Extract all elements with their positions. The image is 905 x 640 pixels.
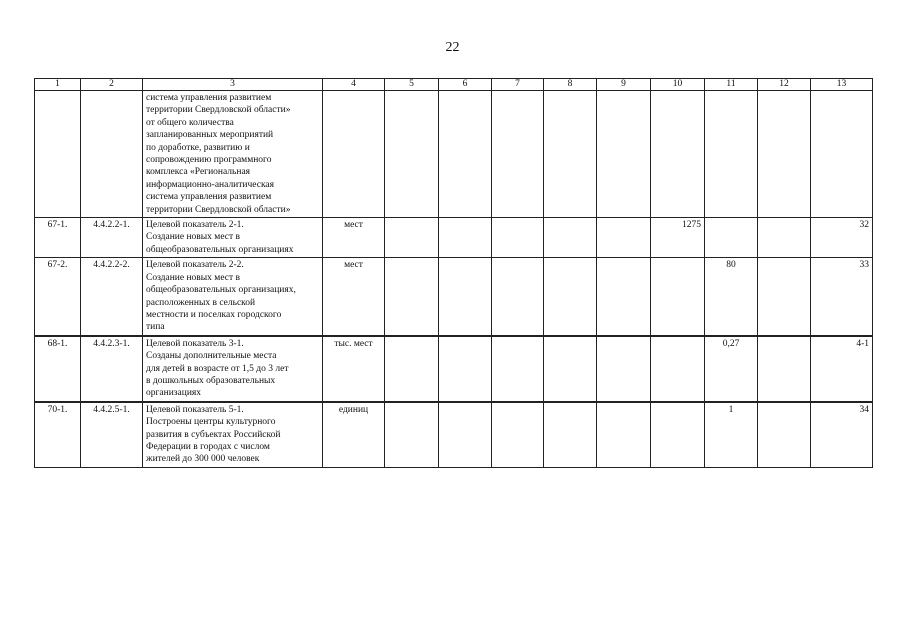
table-row xyxy=(35,402,873,468)
description-cell xyxy=(143,258,323,336)
column-header: 12 xyxy=(758,79,811,91)
description-line: от общего количества xyxy=(146,117,234,128)
description-line: по доработке, развитию и xyxy=(146,142,250,153)
description-line: Создание новых мест в xyxy=(146,272,240,283)
row-number-cell: 68-1. xyxy=(35,336,81,402)
value-cell-10: 1275 xyxy=(651,218,705,258)
value-cell-11 xyxy=(705,91,758,218)
description-line: Построены центры культурного xyxy=(146,417,276,428)
description-line: развития в субъектах Российской xyxy=(146,429,281,440)
table-row xyxy=(35,336,873,402)
value-cell-11: 0,27 xyxy=(705,336,758,402)
header-row xyxy=(35,79,873,91)
empty-cell xyxy=(544,218,597,258)
empty-cell xyxy=(385,402,439,468)
description-cell xyxy=(143,402,323,468)
description-line: комплекса «Региональная xyxy=(146,167,251,178)
table-row xyxy=(35,258,873,336)
empty-cell xyxy=(544,402,597,468)
empty-cell xyxy=(758,91,811,218)
description-cell xyxy=(143,91,323,218)
code-cell: 4.4.2.2-1. xyxy=(81,218,143,258)
empty-cell xyxy=(385,336,439,402)
description-line: Целевой показатель 5-1. xyxy=(146,404,244,415)
empty-cell xyxy=(758,402,811,468)
unit-cell: мест xyxy=(323,258,385,336)
unit-cell xyxy=(323,91,385,218)
description-line: система управления развитием xyxy=(146,93,272,103)
table-row xyxy=(35,218,873,258)
value-cell-10 xyxy=(651,258,705,336)
empty-cell xyxy=(492,218,544,258)
description-line: местности и поселках городского xyxy=(146,309,282,320)
description-line: система управления развитием xyxy=(146,192,272,203)
empty-cell xyxy=(439,336,492,402)
column-header: 11 xyxy=(705,79,758,91)
empty-cell xyxy=(758,258,811,336)
description-line: жителей до 300 000 человек xyxy=(146,454,260,465)
column-header: 4 xyxy=(323,79,385,91)
description-line: организациях xyxy=(146,388,202,399)
value-cell-11: 80 xyxy=(705,258,758,336)
empty-cell xyxy=(439,91,492,218)
description-line: для детей в возрасте от 1,5 до 3 лет xyxy=(146,363,289,374)
code-cell: 4.4.2.3-1. xyxy=(81,336,143,402)
row-number-cell xyxy=(35,91,81,218)
description-line: расположенных в сельской xyxy=(146,297,256,308)
row-number-cell: 67-1. xyxy=(35,218,81,258)
description-line: общеобразовательных организациях xyxy=(146,244,294,255)
document-table xyxy=(34,78,873,468)
column-header: 2 xyxy=(81,79,143,91)
empty-cell xyxy=(544,258,597,336)
description-line: Целевой показатель 3-1. xyxy=(146,338,244,349)
value-cell-10 xyxy=(651,336,705,402)
description-line: территории Свердловской области» xyxy=(146,204,291,215)
code-cell: 4.4.2.5-1. xyxy=(81,402,143,468)
empty-cell xyxy=(492,258,544,336)
empty-cell xyxy=(439,218,492,258)
row-number-cell: 67-2. xyxy=(35,258,81,336)
value-cell-13: 34 xyxy=(811,402,873,468)
column-header: 5 xyxy=(385,79,439,91)
description-line: информационно-аналитическая xyxy=(146,179,275,190)
value-cell-10 xyxy=(651,402,705,468)
unit-cell: тыс. мест xyxy=(323,336,385,402)
description-line: Создание новых мест в xyxy=(146,232,240,243)
empty-cell xyxy=(492,91,544,218)
description-line: в дошкольных образовательных xyxy=(146,375,276,386)
empty-cell xyxy=(439,258,492,336)
value-cell-11: 1 xyxy=(705,402,758,468)
value-cell-13: 32 xyxy=(811,218,873,258)
empty-cell xyxy=(758,218,811,258)
code-cell: 4.4.2.2-2. xyxy=(81,258,143,336)
empty-cell xyxy=(597,336,651,402)
table-row xyxy=(35,91,873,218)
column-header: 7 xyxy=(492,79,544,91)
column-header: 6 xyxy=(439,79,492,91)
code-cell xyxy=(81,91,143,218)
empty-cell xyxy=(544,336,597,402)
empty-cell xyxy=(597,218,651,258)
description-line: запланированных мероприятий xyxy=(146,130,274,141)
empty-cell xyxy=(597,402,651,468)
empty-cell xyxy=(385,91,439,218)
empty-cell xyxy=(492,402,544,468)
column-header: 8 xyxy=(544,79,597,91)
column-header: 10 xyxy=(651,79,705,91)
column-header: 13 xyxy=(811,79,873,91)
value-cell-13: 4-1 xyxy=(811,336,873,402)
value-cell-13: 33 xyxy=(811,258,873,336)
description-line: территории Свердловской области» xyxy=(146,105,291,116)
column-header: 3 xyxy=(143,79,323,91)
page-number: 22 xyxy=(445,40,460,55)
empty-cell xyxy=(385,258,439,336)
value-cell-13 xyxy=(811,91,873,218)
description-line: сопровождению программного xyxy=(146,155,272,166)
description-line: общеобразовательных организациях, xyxy=(146,285,296,296)
row-number-cell: 70-1. xyxy=(35,402,81,468)
empty-cell xyxy=(597,91,651,218)
description-cell xyxy=(143,336,323,402)
empty-cell xyxy=(597,258,651,336)
description-cell xyxy=(143,218,323,258)
empty-cell xyxy=(758,336,811,402)
description-line: типа xyxy=(146,322,165,333)
value-cell-10 xyxy=(651,91,705,218)
unit-cell: мест xyxy=(323,218,385,258)
description-line: Целевой показатель 2-1. xyxy=(146,220,244,231)
empty-cell xyxy=(544,91,597,218)
description-line: Целевой показатель 2-2. xyxy=(146,260,244,271)
column-header: 1 xyxy=(35,79,81,91)
empty-cell xyxy=(492,336,544,402)
description-line: Федерации в городах с числом xyxy=(146,441,270,452)
empty-cell xyxy=(385,218,439,258)
unit-cell: единиц xyxy=(323,402,385,468)
description-line: Созданы дополнительные места xyxy=(146,351,277,362)
column-header: 9 xyxy=(597,79,651,91)
empty-cell xyxy=(439,402,492,468)
value-cell-11 xyxy=(705,218,758,258)
